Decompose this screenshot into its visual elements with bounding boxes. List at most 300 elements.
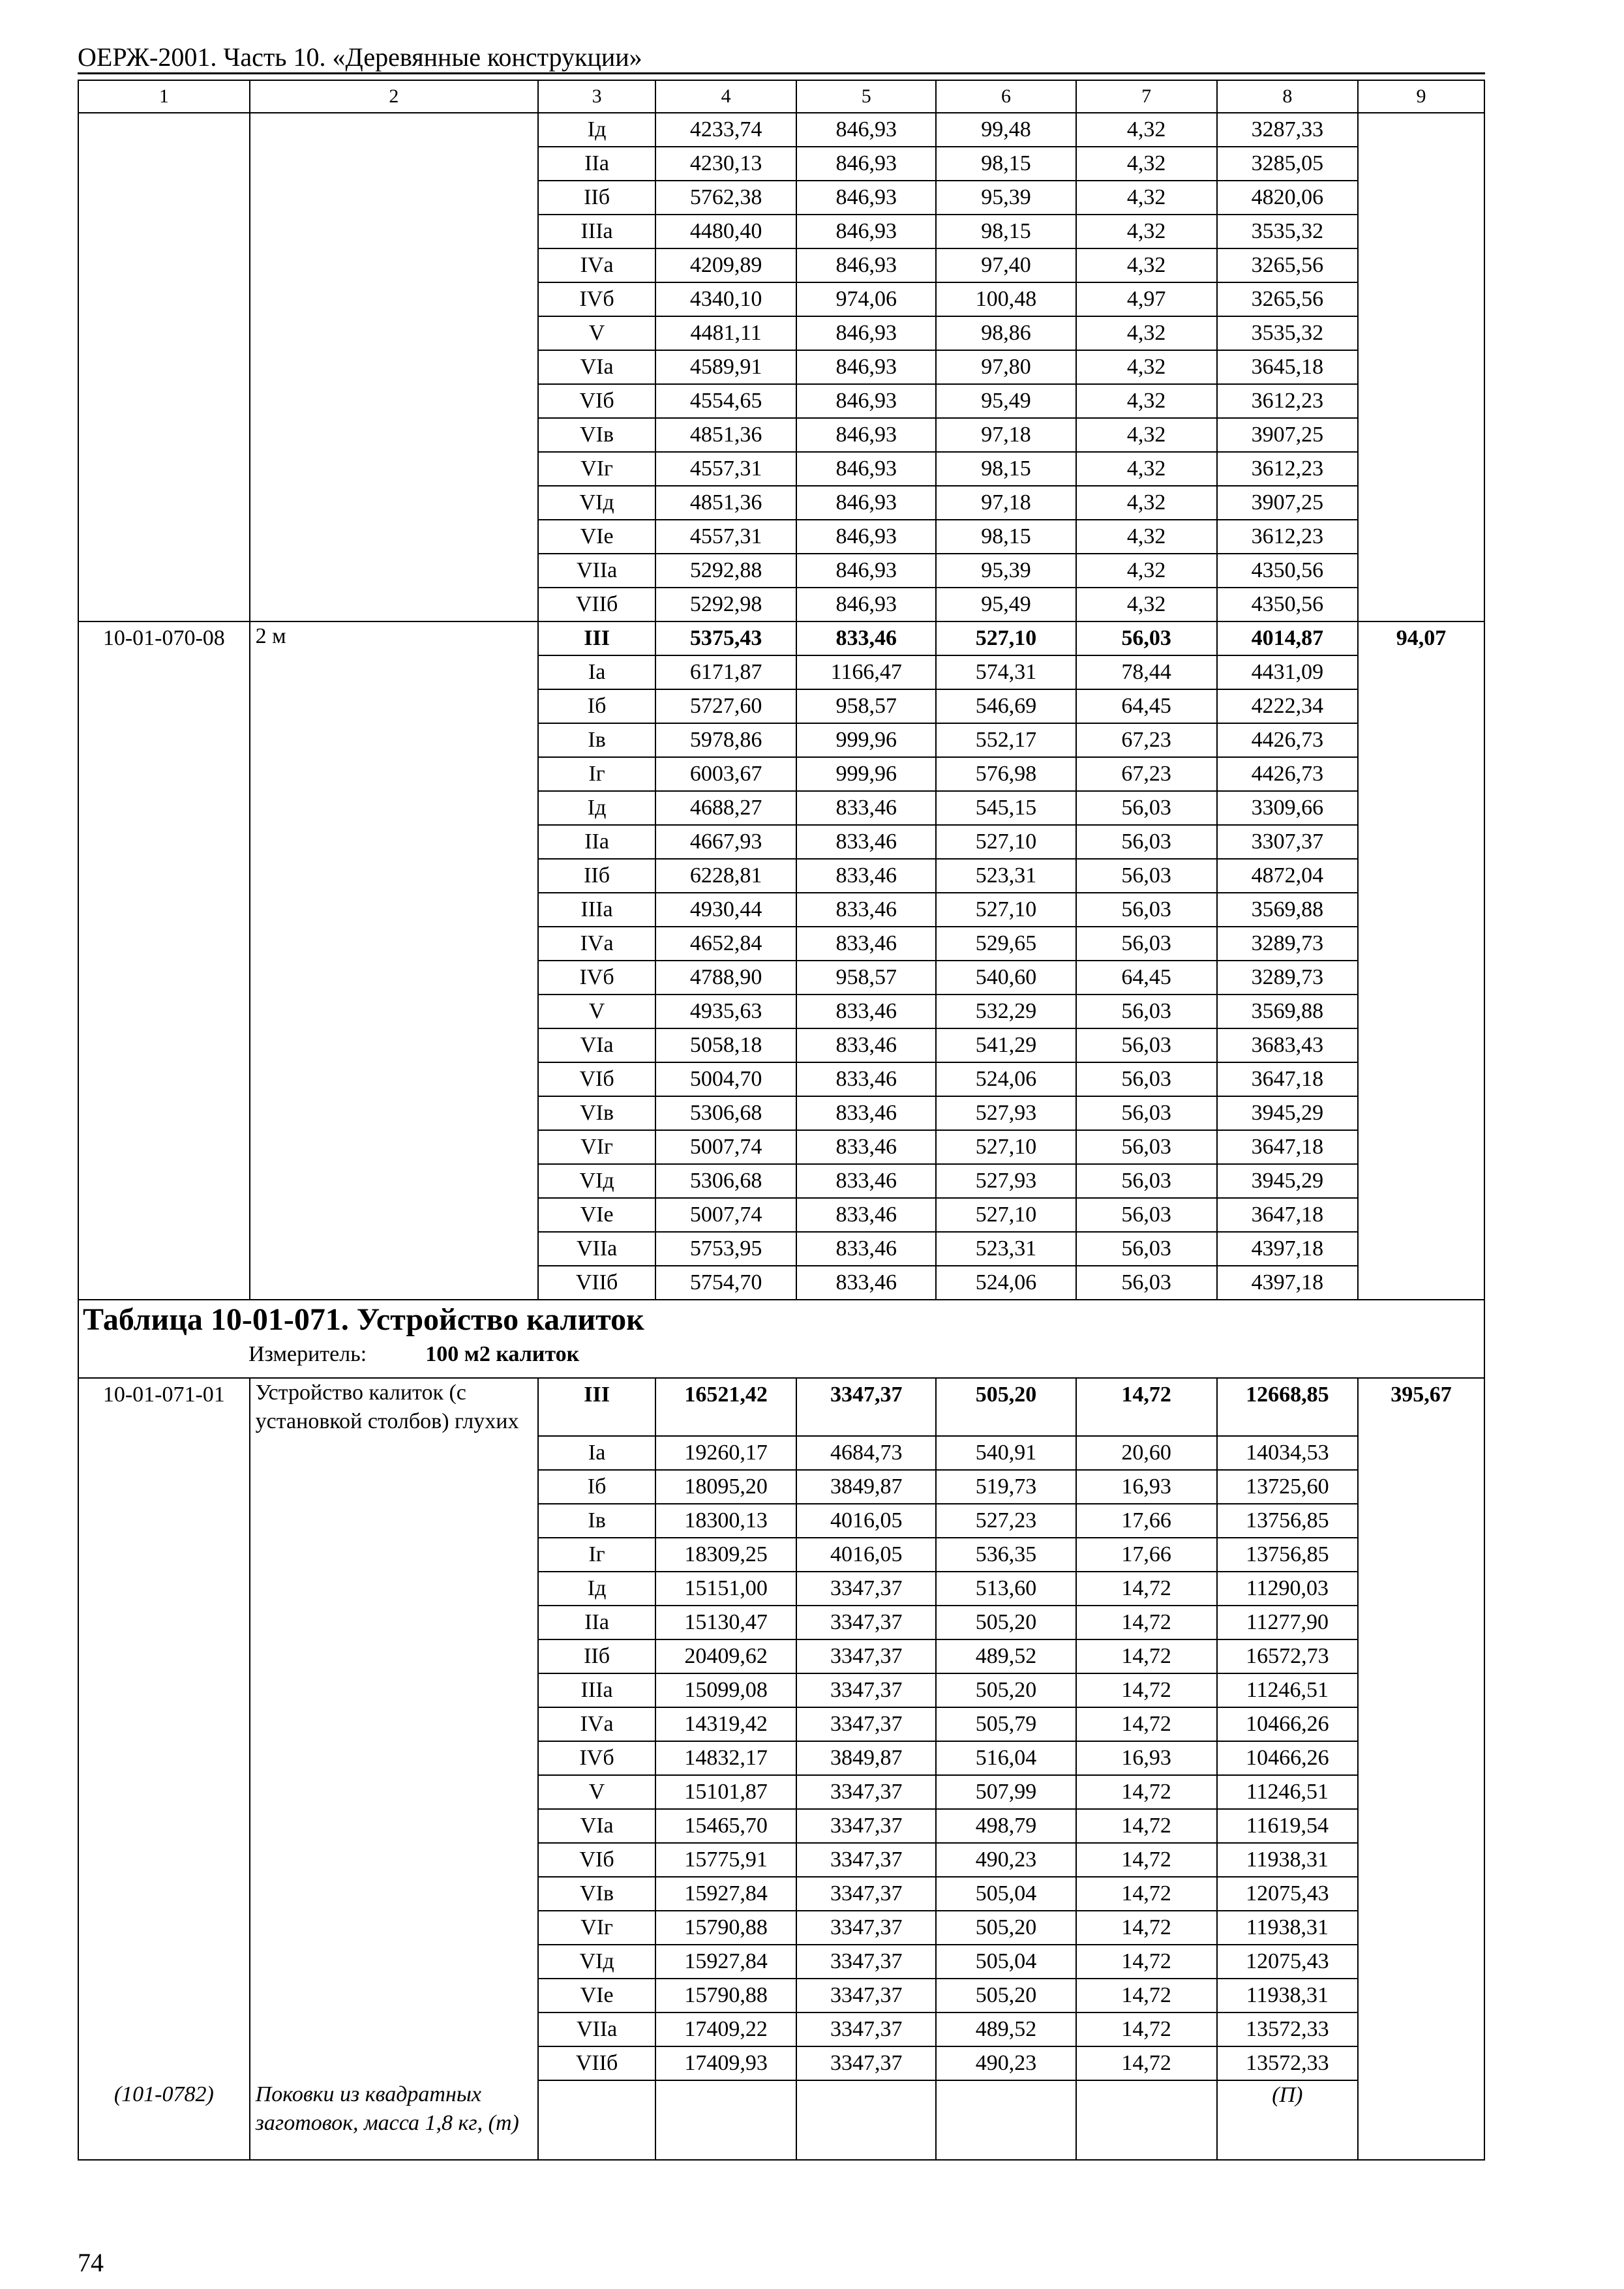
work-name [250,2012,539,2046]
value-cell: 3347,37 [796,1639,936,1673]
value-cell: 3289,73 [1217,927,1358,961]
value-cell: 524,06 [936,1266,1075,1300]
rate-code [78,452,250,486]
zone-code: VIг [538,452,655,486]
labor-cost [1358,1741,1484,1775]
table-row [78,1707,1484,1741]
value-cell: 99,48 [936,113,1075,147]
table-row [78,282,1484,316]
labor-cost [1358,655,1484,689]
labor-cost [1358,1538,1484,1572]
value-cell: 505,04 [936,1945,1075,1979]
rate-code [78,1470,250,1504]
rate-code [78,2012,250,2046]
zone-code: VIб [538,1843,655,1877]
table-row [78,384,1484,418]
zone-code: IIа [538,825,655,859]
rate-code [78,282,250,316]
value-cell: 56,03 [1076,791,1217,825]
value-cell: 56,03 [1076,893,1217,927]
value-cell: 3307,37 [1217,825,1358,859]
material-row [78,2080,1484,2160]
value-cell: 13756,85 [1217,1504,1358,1538]
labor-cost [1358,1130,1484,1164]
table-row [78,757,1484,791]
work-name [250,825,539,859]
work-name [250,1538,539,1572]
value-cell: 3647,18 [1217,1198,1358,1232]
value-cell: 1166,47 [796,655,936,689]
work-name [250,486,539,520]
rate-code [78,1538,250,1572]
value-cell: 833,46 [796,1062,936,1096]
value-cell: 12075,43 [1217,1877,1358,1911]
zone-code: VIе [538,1979,655,2012]
labor-cost [1358,689,1484,723]
column-number: 3 [538,80,655,113]
value-cell: 4820,06 [1217,181,1358,215]
table-row [78,1266,1484,1300]
table-row [78,1164,1484,1198]
value-cell: 846,93 [796,113,936,147]
value-cell: 527,10 [936,825,1075,859]
value-cell: 541,29 [936,1028,1075,1062]
value-cell: 98,15 [936,520,1075,554]
rate-code [78,1130,250,1164]
value-cell: 846,93 [796,418,936,452]
value-cell: 97,18 [936,486,1075,520]
value-cell: 98,86 [936,316,1075,350]
value-cell: 527,10 [936,1198,1075,1232]
table-row [78,1062,1484,1096]
work-name [250,1062,539,1096]
value-cell: 5753,95 [655,1232,796,1266]
zone-code: Iв [538,1504,655,1538]
table-row [78,1775,1484,1809]
value-cell: 5762,38 [655,181,796,215]
value-cell: 3612,23 [1217,520,1358,554]
table-row [78,215,1484,248]
value-cell: 4688,27 [655,791,796,825]
zone-code: III [538,1378,655,1436]
labor-cost [1358,1775,1484,1809]
value-cell: 576,98 [936,757,1075,791]
value-cell: 3347,37 [796,1572,936,1606]
value-cell: 14,72 [1076,1809,1217,1843]
work-name: Устройство калиток (с установкой столбов) глухих [250,1378,539,1436]
table-row [78,689,1484,723]
value-cell: 4935,63 [655,995,796,1028]
labor-cost [1358,927,1484,961]
value-cell: 14,72 [1076,1707,1217,1741]
zone-code: Iб [538,689,655,723]
value-cell: 846,93 [796,350,936,384]
value-cell: 3347,37 [796,2046,936,2080]
rate-code [78,1232,250,1266]
labor-cost: 94,07 [1358,621,1484,655]
value-cell: 529,65 [936,927,1075,961]
value-cell: 498,79 [936,1809,1075,1843]
labor-cost [1358,893,1484,927]
value-cell: 3347,37 [796,1673,936,1707]
rate-code [78,1775,250,1809]
table-row [78,1538,1484,1572]
value-cell: 56,03 [1076,1164,1217,1198]
value-cell: 3347,37 [796,1378,936,1436]
labor-cost [1358,859,1484,893]
value-cell: 4350,56 [1217,554,1358,588]
labor-cost [1358,282,1484,316]
value-cell: 4230,13 [655,147,796,181]
material-unit: (П) [1217,2080,1358,2160]
zone-code: VIIб [538,2046,655,2080]
value-cell: 516,04 [936,1741,1075,1775]
zone-code: V [538,1775,655,1809]
value-cell: 18309,25 [655,1538,796,1572]
rate-code [78,1843,250,1877]
value-cell: 56,03 [1076,1232,1217,1266]
labor-cost [1358,384,1484,418]
value-cell: 16521,42 [655,1378,796,1436]
work-name [250,1470,539,1504]
value-cell: 4930,44 [655,893,796,927]
work-name [250,452,539,486]
work-name [250,1741,539,1775]
value-cell: 4350,56 [1217,588,1358,621]
value-cell: 846,93 [796,215,936,248]
value-cell: 3347,37 [796,1606,936,1639]
value-cell: 11246,51 [1217,1775,1358,1809]
table-row [78,1979,1484,2012]
labor-cost [1358,1198,1484,1232]
zone-code: IVб [538,961,655,995]
zone-code: VIд [538,1164,655,1198]
value-cell: 833,46 [796,893,936,927]
value-cell: 4,32 [1076,147,1217,181]
zone-code: VIа [538,1028,655,1062]
value-cell: 15151,00 [655,1572,796,1606]
zone-code: IVб [538,282,655,316]
work-name [250,689,539,723]
value-cell: 4,32 [1076,588,1217,621]
value-cell: 14832,17 [655,1741,796,1775]
value-cell: 17,66 [1076,1504,1217,1538]
value-cell: 19260,17 [655,1436,796,1470]
value-cell: 15927,84 [655,1945,796,1979]
value-cell: 4426,73 [1217,723,1358,757]
labor-cost [1358,113,1484,147]
value-cell: 64,45 [1076,961,1217,995]
labor-cost [1358,791,1484,825]
value-cell: 4397,18 [1217,1232,1358,1266]
rate-code [78,995,250,1028]
zone-code: IIа [538,1606,655,1639]
labor-cost [1358,147,1484,181]
measure-label: Измеритель: [248,1342,367,1366]
work-name [250,418,539,452]
work-name [250,588,539,621]
rate-code [78,757,250,791]
table-row [78,927,1484,961]
value-cell: 4222,34 [1217,689,1358,723]
value-cell: 17409,22 [655,2012,796,2046]
labor-cost [1358,1639,1484,1673]
value-cell: 5754,70 [655,1266,796,1300]
rate-code [78,418,250,452]
value-cell: 11938,31 [1217,1979,1358,2012]
value-cell: 4,32 [1076,113,1217,147]
work-name [250,859,539,893]
work-name [250,1639,539,1673]
work-name [250,1266,539,1300]
labor-cost [1358,1979,1484,2012]
table-row [78,1843,1484,1877]
value-cell: 14,72 [1076,1979,1217,2012]
material-code: (101-0782) [78,2080,250,2160]
value-cell: 3612,23 [1217,452,1358,486]
rate-code [78,1707,250,1741]
zone-code: Iд [538,1572,655,1606]
labor-cost: 395,67 [1358,1378,1484,1436]
value-cell: 3535,32 [1217,316,1358,350]
labor-cost [1358,418,1484,452]
value-cell: 4554,65 [655,384,796,418]
column-number: 2 [250,80,539,113]
value-cell: 4431,09 [1217,655,1358,689]
work-name [250,995,539,1028]
value-cell: 527,10 [936,893,1075,927]
labor-cost [1358,757,1484,791]
rate-code [78,1639,250,1673]
work-name [250,1877,539,1911]
value-cell: 527,93 [936,1164,1075,1198]
zone-code: VIIа [538,2012,655,2046]
table-row [78,181,1484,215]
value-cell: 5004,70 [655,1062,796,1096]
labor-cost [1358,1707,1484,1741]
value-cell: 5727,60 [655,689,796,723]
labor-cost [1358,248,1484,282]
value-cell: 527,10 [936,621,1075,655]
value-cell: 15099,08 [655,1673,796,1707]
labor-cost [1358,181,1484,215]
table-row [78,1911,1484,1945]
value-cell: 5306,68 [655,1164,796,1198]
value-cell: 14,72 [1076,1606,1217,1639]
work-name [250,1436,539,1470]
labor-cost [1358,588,1484,621]
table-row [78,113,1484,147]
work-name [250,1096,539,1130]
value-cell: 97,80 [936,350,1075,384]
table-row [78,1232,1484,1266]
labor-cost [1358,1673,1484,1707]
work-name [250,248,539,282]
value-cell: 14,72 [1076,1572,1217,1606]
value-cell: 4652,84 [655,927,796,961]
value-cell: 540,60 [936,961,1075,995]
value-cell: 3347,37 [796,1809,936,1843]
rate-code [78,1062,250,1096]
rate-code [78,1877,250,1911]
value-cell: 846,93 [796,554,936,588]
value-cell: 846,93 [796,181,936,215]
value-cell: 14,72 [1076,1378,1217,1436]
value-cell: 15927,84 [655,1877,796,1911]
rate-code [78,1266,250,1300]
value-cell: 56,03 [1076,1028,1217,1062]
value-cell: 490,23 [936,1843,1075,1877]
work-name [250,1775,539,1809]
work-name [250,1843,539,1877]
table-row [78,961,1484,995]
labor-cost [1358,995,1484,1028]
rate-code [78,181,250,215]
column-number: 1 [78,80,250,113]
value-cell: 489,52 [936,2012,1075,2046]
table-row [78,791,1484,825]
work-name [250,1979,539,2012]
value-cell: 3309,66 [1217,791,1358,825]
value-cell: 18095,20 [655,1470,796,1504]
value-cell: 5306,68 [655,1096,796,1130]
table-row [78,520,1484,554]
value-cell: 527,23 [936,1504,1075,1538]
rate-code [78,1572,250,1606]
table-row [78,1639,1484,1673]
work-name [250,384,539,418]
zone-code: VIв [538,1096,655,1130]
zone-code: IIб [538,181,655,215]
value-cell: 523,31 [936,859,1075,893]
value-cell: 3849,87 [796,1741,936,1775]
zone-code: VIд [538,1945,655,1979]
work-name [250,757,539,791]
value-cell: 16,93 [1076,1470,1217,1504]
value-cell: 3347,37 [796,1945,936,1979]
value-cell: 4,32 [1076,554,1217,588]
rate-code [78,113,250,147]
table-row [78,1096,1484,1130]
table-row [78,452,1484,486]
zone-code: VIа [538,350,655,384]
value-cell: 14034,53 [1217,1436,1358,1470]
labor-cost [1358,1843,1484,1877]
work-name [250,1232,539,1266]
table-row [78,655,1484,689]
value-cell: 3907,25 [1217,486,1358,520]
value-cell: 4426,73 [1217,757,1358,791]
value-cell: 11277,90 [1217,1606,1358,1639]
work-name [250,1198,539,1232]
value-cell: 14,72 [1076,1639,1217,1673]
table-row [78,1809,1484,1843]
work-name [250,520,539,554]
value-cell: 489,52 [936,1639,1075,1673]
value-cell: 833,46 [796,859,936,893]
value-cell: 56,03 [1076,1266,1217,1300]
value-cell: 17,66 [1076,1538,1217,1572]
value-cell: 540,91 [936,1436,1075,1470]
value-cell: 3645,18 [1217,350,1358,384]
value-cell: 3569,88 [1217,893,1358,927]
value-cell: 3569,88 [1217,995,1358,1028]
value-cell: 546,69 [936,689,1075,723]
value-cell: 3287,33 [1217,113,1358,147]
value-cell: 3535,32 [1217,215,1358,248]
rate-code [78,859,250,893]
zone-code: VIд [538,486,655,520]
value-cell: 3945,29 [1217,1164,1358,1198]
zone-code: IIа [538,147,655,181]
value-cell: 3347,37 [796,1979,936,2012]
value-cell: 10466,26 [1217,1741,1358,1775]
column-number: 5 [796,80,936,113]
work-name [250,1130,539,1164]
value-cell: 505,04 [936,1877,1075,1911]
work-name [250,316,539,350]
value-cell: 5978,86 [655,723,796,757]
zone-code: VIг [538,1911,655,1945]
header-rule [78,72,1485,74]
rate-code: 10-01-071-01 [78,1378,250,1436]
zone-code: Iг [538,757,655,791]
table-row [78,1673,1484,1707]
table-row [78,147,1484,181]
labor-cost [1358,723,1484,757]
value-cell: 833,46 [796,1130,936,1164]
value-cell: 95,49 [936,588,1075,621]
value-cell: 4,97 [1076,282,1217,316]
value-cell: 4,32 [1076,248,1217,282]
value-cell: 523,31 [936,1232,1075,1266]
zone-code: VIе [538,520,655,554]
value-cell: 56,03 [1076,1096,1217,1130]
rate-code [78,1911,250,1945]
value-cell: 519,73 [936,1470,1075,1504]
value-cell: 527,93 [936,1096,1075,1130]
column-number: 7 [1076,80,1217,113]
value-cell: 4481,11 [655,316,796,350]
value-cell: 846,93 [796,486,936,520]
rate-code [78,1741,250,1775]
value-cell: 3683,43 [1217,1028,1358,1062]
value-cell: 15130,47 [655,1606,796,1639]
labor-cost [1358,316,1484,350]
value-cell: 100,48 [936,282,1075,316]
value-cell: 4,32 [1076,316,1217,350]
rate-code [78,791,250,825]
work-name [250,350,539,384]
labor-cost [1358,554,1484,588]
work-name [250,961,539,995]
table-row [78,1470,1484,1504]
labor-cost [1358,350,1484,384]
value-cell: 4589,91 [655,350,796,384]
work-name [250,181,539,215]
work-name [250,927,539,961]
value-cell: 56,03 [1076,1198,1217,1232]
value-cell: 4557,31 [655,452,796,486]
value-cell: 833,46 [796,621,936,655]
table-row [78,1741,1484,1775]
table-row [78,723,1484,757]
value-cell: 833,46 [796,927,936,961]
rate-code [78,1164,250,1198]
table-row [78,859,1484,893]
value-cell: 98,15 [936,215,1075,248]
table-row [78,2012,1484,2046]
